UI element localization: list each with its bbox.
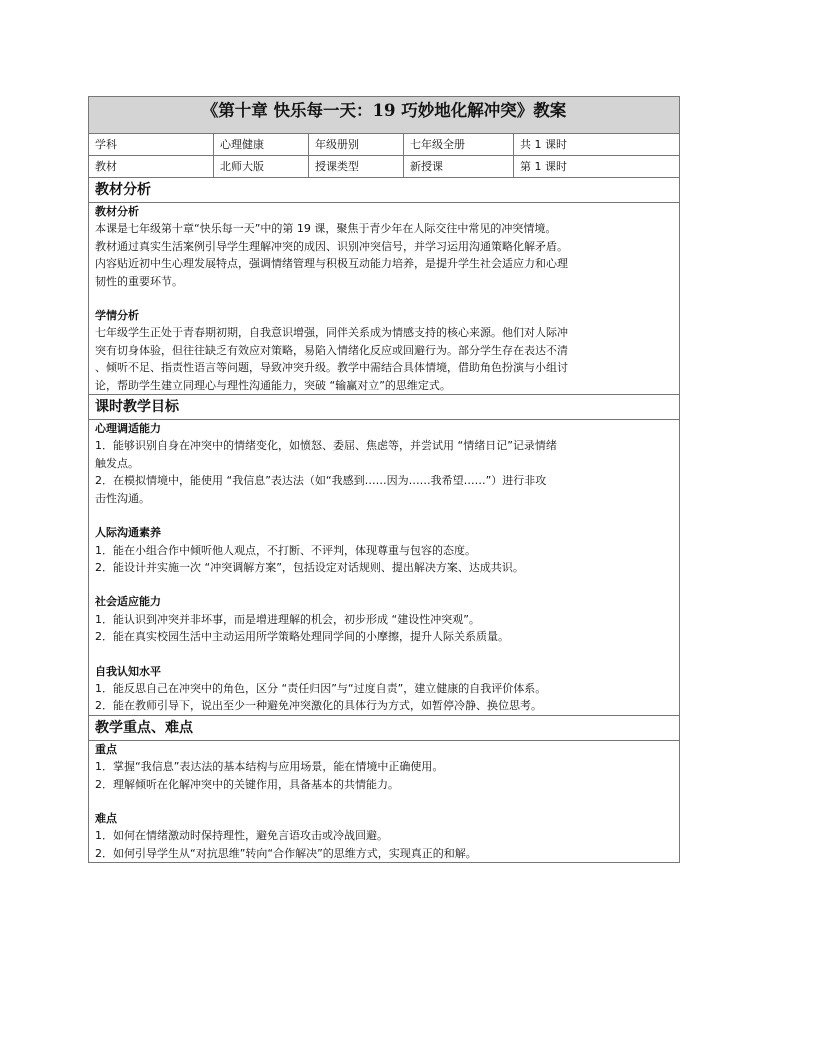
text-line: 教材通过真实生活案例引导学生理解冲突的成因、识别冲突信号，并学习运用沟通策略化解矛盾。 [95,239,568,253]
title-row [89,97,680,134]
keypoints-heading-row [89,715,680,740]
analysis-body [89,203,680,395]
spacer [95,576,673,593]
current-hour: 第 1 课时 [514,156,680,178]
subheading: 社会适应能力 [95,595,161,609]
text-line: 本课是七年级第十章“快乐每一天”中的第 19 课，聚焦于青少年在人际交往中常见的冲突情境。 [95,222,557,236]
subheading: 学情分析 [95,309,139,323]
subheading: 心理调适能力 [95,422,161,436]
lesson-plan-table [88,96,680,863]
text-line: 七年级学生正处于青春期初期，自我意识增强，同伴关系成为情感支持的核心来源。他们对人际冲 [95,326,568,340]
document-title: 《第十章 快乐每一天：19 巧妙地化解冲突》教案 [89,97,680,134]
spacer [95,507,673,524]
keypoints-body [89,740,680,862]
text-line: 击性沟通。 [95,491,150,505]
grade-label: 年级册别 [309,134,404,156]
textbook-value: 北师大版 [214,156,309,178]
subheading: 教材分析 [95,205,139,218]
subheading: 人际沟通素养 [95,526,161,540]
text-line: 1．能认识到冲突并非坏事，而是增进理解的机会，初步形成 “建设性冲突观”。 [95,612,480,626]
text-line: 内容贴近初中生心理发展特点，强调情绪管理与积极互动能力培养，是提升学生社会适应力和心理 [95,257,568,271]
info-row-2 [89,156,680,178]
analysis-body-row [89,203,680,395]
text-line: 触发点。 [95,456,139,470]
spacer [95,646,673,663]
text-line: 2．如何引导学生从“对抗思维”转向“合作解决”的思维方式，实现真正的和解。 [95,846,477,860]
section-heading: 教学重点、难点 [89,715,680,740]
text-line: 论，帮助学生建立同理心与理性沟通能力，突破 “输赢对立”的思维定式。 [95,378,451,392]
analysis-heading-row [89,178,680,203]
section-heading: 课时教学目标 [89,395,680,420]
total-hours: 共 1 课时 [514,134,680,156]
subject-label: 学科 [89,134,214,156]
text-line: 1．能够识别自身在冲突中的情绪变化，如愤怒、委屈、焦虑等，并尝试用 “情绪日记”记录情绪 [95,439,557,453]
text-line: 2．能在教师引导下，说出至少一种避免冲突激化的具体行为方式，如暂停冷静、换位思考。 [95,699,542,713]
lesson-type-label: 授课类型 [309,156,404,178]
spacer [95,793,673,810]
text-line: 1．如何在情绪激动时保持理性，避免言语攻击或冷战回避。 [95,829,388,843]
text-line: 1．能反思自己在冲突中的角色，区分 “责任归因”与“过度自责”，建立健康的自我评价体系。 [95,681,547,695]
text-line: 突有切身体验，但往往缺乏有效应对策略，易陷入情绪化反应或回避行为。部分学生存在表达不清 [95,343,568,357]
subheading: 重点 [95,742,117,756]
textbook-label: 教材 [89,156,214,178]
text-line: 2．能设计并实施一次 “冲突调解方案”，包括设定对话规则、提出解决方案、达成共识。 [95,560,524,574]
text-line: 2．理解倾听在化解冲突中的关键作用，具备基本的共情能力。 [95,777,399,791]
subheading: 难点 [95,811,117,825]
text-line: 2．在模拟情境中，能使用 “我信息”表达法（如“我感到……因为……我希望……”）进行非攻 [95,474,547,488]
subheading: 自我认知水平 [95,664,161,678]
keypoints-body-row [89,740,680,862]
objectives-body-row [89,420,680,716]
text-line: 1．能在小组合作中倾听他人观点，不打断、不评判，体现尊重与包容的态度。 [95,543,476,557]
text-line: 韧性的重要环节。 [95,274,183,288]
text-line: 1．掌握“我信息”表达法的基本结构与应用场景，能在情境中正确使用。 [95,760,444,774]
section-heading: 教材分析 [89,178,680,203]
grade-value: 七年级全册 [404,134,514,156]
text-line: 2．能在真实校园生活中主动运用所学策略处理同学间的小摩擦，提升人际关系质量。 [95,630,509,644]
objectives-heading-row [89,395,680,420]
text-line: 、倾听不足、指责性语言等问题，导致冲突升级。教学中需结合具体情境，借助角色扮演与小组讨 [95,361,568,375]
objectives-body [89,420,680,716]
info-row-1 [89,134,680,156]
subject-value: 心理健康 [214,134,309,156]
lesson-type-value: 新授课 [404,156,514,178]
spacer [95,290,673,307]
